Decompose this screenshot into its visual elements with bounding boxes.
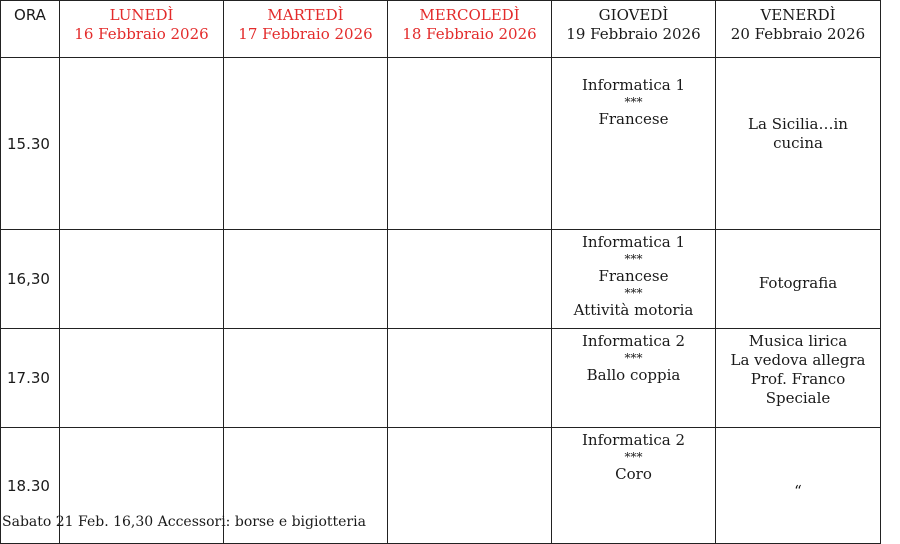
empty-cell xyxy=(388,230,552,329)
day-name: GIOVEDÌ xyxy=(598,6,669,24)
giovedi-activities xyxy=(552,329,716,428)
activity-line: Ballo coppia xyxy=(586,366,681,384)
time-row xyxy=(1,58,881,230)
activity-line: Informatica 1 xyxy=(582,233,685,251)
time-label: 17.30 xyxy=(1,329,60,428)
separator: *** xyxy=(624,252,643,266)
separator: *** xyxy=(624,95,643,109)
day-name: LUNEDÌ xyxy=(109,6,174,24)
header-venerdi xyxy=(716,1,881,58)
activity-line: Coro xyxy=(615,465,652,483)
header-row xyxy=(1,1,881,58)
activity-line: Francese xyxy=(598,267,669,285)
activity-line: Attività motoria xyxy=(573,301,694,319)
activity-line: La Sicilia…in xyxy=(748,114,848,133)
empty-cell xyxy=(388,329,552,428)
header-lunedi xyxy=(60,1,224,58)
day-date: 17 Febbraio 2026 xyxy=(238,25,373,43)
activity-line: Speciale xyxy=(765,389,831,407)
activity-line: La vedova allegra xyxy=(730,351,866,369)
activity-line: Francese xyxy=(598,110,669,128)
day-name: MARTEDÌ xyxy=(267,6,344,24)
time-label: 18.30 xyxy=(1,428,60,544)
activity-line: Fotografia xyxy=(758,273,838,292)
empty-cell xyxy=(224,230,388,329)
day-date: 16 Febbraio 2026 xyxy=(74,25,209,43)
activity-line: Prof. Franco xyxy=(750,370,846,388)
separator: *** xyxy=(624,286,643,300)
activity-line: Informatica 2 xyxy=(582,332,685,350)
activity-line: Musica lirica xyxy=(748,332,848,350)
empty-cell xyxy=(224,329,388,428)
venerdi-activities xyxy=(716,58,881,230)
time-label: 16,30 xyxy=(1,230,60,329)
empty-cell xyxy=(60,329,224,428)
venerdi-activities xyxy=(716,428,881,544)
header-mercoledi xyxy=(388,1,552,58)
activity-line: Informatica 2 xyxy=(582,431,685,449)
footer-note: Sabato 21 Feb. 16,30 Accessori: borse e bigiotteria xyxy=(2,514,366,530)
day-name: MERCOLEDÌ xyxy=(419,6,520,24)
empty-cell xyxy=(60,58,224,230)
time-label: 15.30 xyxy=(1,58,60,230)
day-date: 18 Febbraio 2026 xyxy=(402,25,537,43)
venerdi-activities xyxy=(716,230,881,329)
header-ora: ORA xyxy=(1,1,60,58)
separator: *** xyxy=(624,351,643,365)
empty-cell xyxy=(224,58,388,230)
header-martedi xyxy=(224,1,388,58)
day-date: 19 Febbraio 2026 xyxy=(566,25,701,43)
day-date: 20 Febbraio 2026 xyxy=(730,25,866,43)
day-name: VENERDÌ xyxy=(760,6,836,24)
empty-cell xyxy=(60,230,224,329)
venerdi-activities xyxy=(716,329,881,428)
empty-cell xyxy=(388,58,552,230)
giovedi-activities xyxy=(552,58,716,230)
header-giovedi xyxy=(552,1,716,58)
time-row xyxy=(1,230,881,329)
activity-line: cucina xyxy=(773,133,823,152)
ditto-mark: “ xyxy=(794,482,802,500)
giovedi-activities xyxy=(552,428,716,544)
time-row xyxy=(1,329,881,428)
empty-cell xyxy=(388,428,552,544)
activity-line: Informatica 1 xyxy=(582,76,685,94)
separator: *** xyxy=(624,450,643,464)
giovedi-activities xyxy=(552,230,716,329)
